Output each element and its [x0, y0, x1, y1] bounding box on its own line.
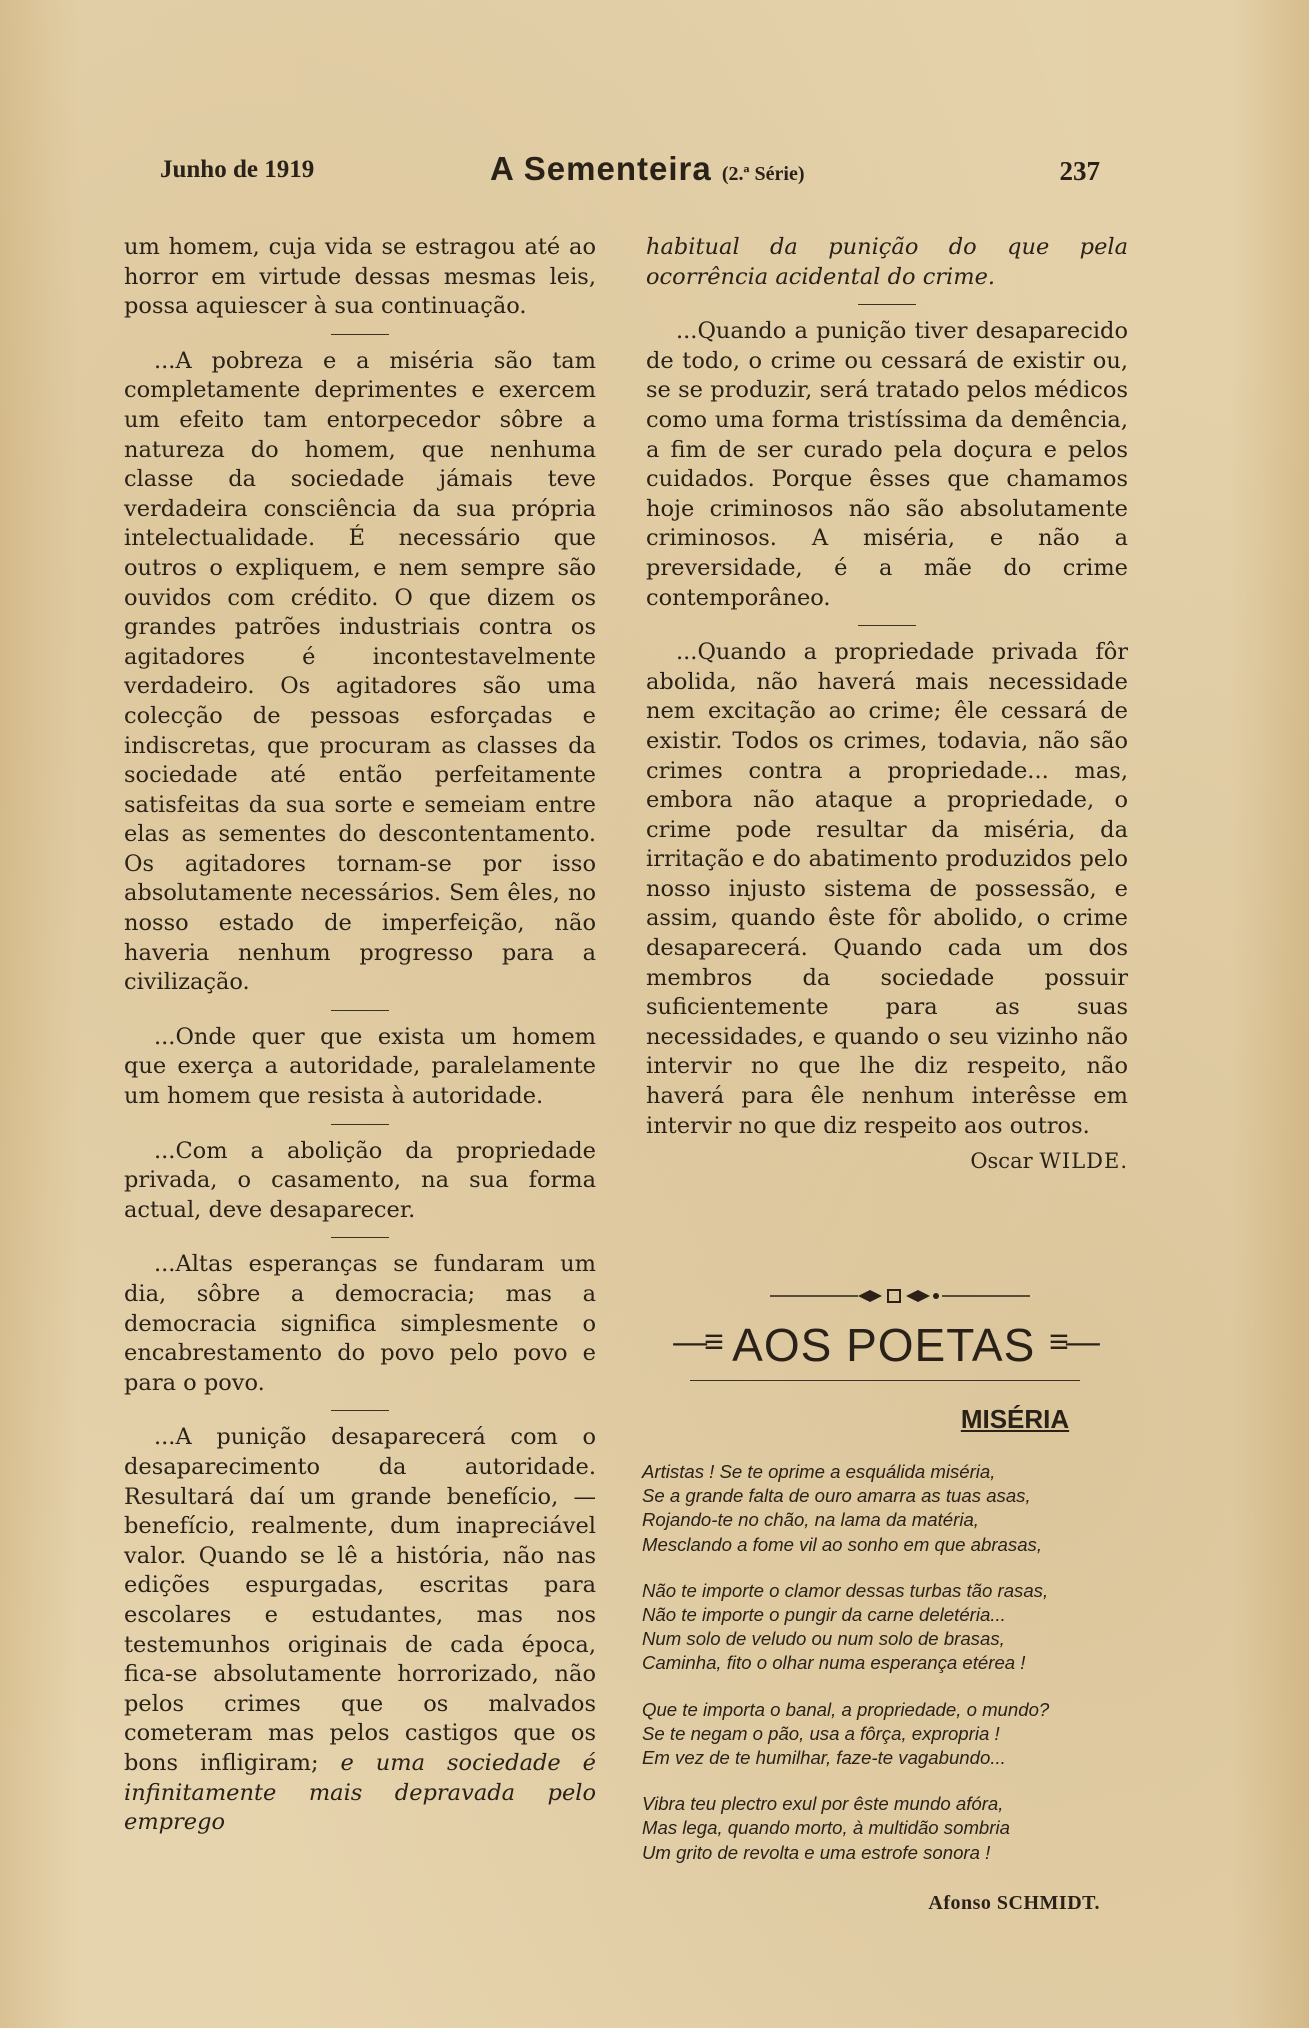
- right-column: [646, 233, 1128, 1177]
- poem-stanza: [642, 1460, 1132, 1557]
- separator-rule: [331, 334, 389, 335]
- poem-line: Não te importe o pungir da carne deletéria...: [642, 1604, 1006, 1626]
- heading-dash-right: ≡—: [1049, 1323, 1097, 1361]
- left-column: [124, 233, 596, 1838]
- masthead-title: [490, 150, 805, 188]
- separator-rule: [331, 1124, 389, 1125]
- section-heading: [645, 1318, 1125, 1378]
- separator-rule: [331, 1237, 389, 1238]
- poem-line: Caminha, fito o olhar numa esperança etérea !: [642, 1652, 1026, 1674]
- paragraph: ...Com a abolição da propriedade privada, o casamento, na sua forma actual, deve desaparecer.: [124, 1137, 596, 1223]
- signature-last-name: WILDE.: [1039, 1149, 1128, 1174]
- poem-line: Se te negam o pão, usa a fôrça, expropria !: [642, 1722, 1000, 1744]
- section-heading-text: AOS POETAS: [732, 1319, 1036, 1371]
- poem-stanza: [642, 1698, 1132, 1771]
- page-header: [160, 150, 1100, 192]
- poem-stanza: [642, 1579, 1132, 1676]
- paragraph: ...A pobreza e a miséria são tam completamente deprimentes e exercem um efeito tam entorpecedor sôbre a natureza do homem, que nenhuma classe da sociedade jámais teve verdadeira consciência da sua própria intelectualidade. É necessário que outros o expliquem, e nem sempre são ouvidos com crédito. O que dizem os grandes patrões industriais contra os agitadores é incontestavelmente verdadeiro. Os agitadores são uma colecção de pessoas esforçadas e indiscretas, que procuram as classes da sociedade até então perfeitamente satisfeitas da sua sorte e semeiam entre elas as sementes do descontentamento. Os agitadores tornam-se por isso absolutamente necessários. Sem êles, no nosso estado de imperfeição, não haveria nenhum progresso para a civilização.: [124, 347, 596, 996]
- poem-line: Artistas ! Se te oprime a esquálida miséria,: [642, 1461, 996, 1482]
- poem-title: MISÉRIA: [960, 1404, 1070, 1434]
- paragraph: um homem, cuja vida se estragou até ao horror em virtude dessas mesmas leis, possa aquiescer à sua continuação.: [124, 234, 596, 320]
- paragraph: [124, 1423, 596, 1837]
- poem-line: Mas lega, quando morto, à multidão sombria: [642, 1817, 1010, 1839]
- poem-stanza: [642, 1792, 1132, 1865]
- poem-line: Se a grande falta de ouro amarra as tuas asas,: [642, 1485, 1031, 1507]
- paragraph: ...Altas esperanças se fundaram um dia, sôbre a democracia; mas a democracia significa simplesmente o encabrestamento do povo pelo povo e para o povo.: [124, 1251, 596, 1396]
- issue-date: Junho de 1919: [160, 156, 315, 183]
- poem-line: Não te importe o clamor dessas turbas tão rasas,: [642, 1579, 1049, 1601]
- poem-line: Um grito de revolta e uma estrofe sonora !: [642, 1841, 991, 1863]
- paragraph-italic-text: e uma sociedade é infinitamente mais depravada pelo emprego: [124, 1749, 596, 1836]
- poem-signature: Afonso SCHMIDT.: [928, 1892, 1100, 1914]
- paragraph-text: ...A punição desaparecerá com o desaparecimento da autoridade. Resultará daí um grande benefício, — benefício, realmente, dum inapreciável valor. Quando se lê a história, não nas edições espurgadas, escritas para escolares e estudantes, mas nos testemunhos originais de cada época, fica-se absolutamente horrorizado, não pelos crimes que os malvados cometeram mas pelos castigos que os bons infligiram;: [124, 1424, 596, 1776]
- separator-rule: [331, 1410, 389, 1411]
- poem-line: Mesclando a fome vil ao sonho em que abrasas,: [642, 1533, 1042, 1555]
- heading-dash-left: —≡: [673, 1323, 721, 1361]
- poem-line: Em vez de te humilhar, faze-te vagabundo...: [642, 1747, 1006, 1769]
- poem-line: Que te importa o banal, a propriedade, o mundo?: [642, 1698, 1050, 1720]
- poem: [642, 1460, 1132, 1887]
- paragraph-italic: habitual da punição do que pela ocorrência acidental do crime.: [646, 234, 1128, 290]
- poem-line: Rojando-te no chão, na lama da matéria,: [642, 1509, 979, 1531]
- article-signature: [646, 1147, 1128, 1177]
- poem-line: Vibra teu plectro exul por êste mundo afóra,: [642, 1793, 1004, 1815]
- signature-first-name: Oscar: [970, 1149, 1033, 1174]
- publication-name: A Sementeira: [490, 150, 712, 187]
- separator-rule: [858, 625, 916, 626]
- separator-rule: [331, 1010, 389, 1011]
- heading-underline: [690, 1380, 1080, 1381]
- separator-rule: [858, 304, 916, 305]
- paragraph: ...Quando a punição tiver desaparecido de todo, o crime ou cessará de existir ou, se se produzir, será tratado pelos médicos como uma forma tristíssima da demência, a fim de ser curado pela doçura e pelos cuidados. Porque êsses que chamamos hoje criminosos não são absolutamente criminosos. A miséria, e não a preversidade, é a mãe do crime contemporâneo.: [646, 318, 1128, 611]
- ornament-divider: [770, 1288, 1030, 1304]
- paragraph: ...Onde quer que exista um homem que exerça a autoridade, paralelamente um homem que resista à autoridade.: [124, 1023, 596, 1110]
- paragraph: ...Quando a propriedade privada fôr abolida, não haverá mais necessidade nem excitação ao crime; êle cessará de existir. Todos os crimes, todavia, não são crimes contra a propriedade... mas, embora não ataque a propriedade, o crime pode resultar da miséria, da irritação e do abatimento produzidos pelo nosso injusto sistema de possessão, e assim, quando êste fôr abolido, o crime desaparecerá. Quando cada um dos membros da sociedade possuir suficientemente para as suas necessidades, e quando o seu vizinho não intervir no que lhe diz respeito, não haverá para êle nenhum interêsse em intervir no que diz respeito aos outros.: [646, 639, 1128, 1139]
- page-number: 237: [1059, 156, 1100, 186]
- series-label: (2.ª Série): [721, 163, 805, 185]
- poem-line: Num solo de veludo ou num solo de brasas,: [642, 1628, 1005, 1650]
